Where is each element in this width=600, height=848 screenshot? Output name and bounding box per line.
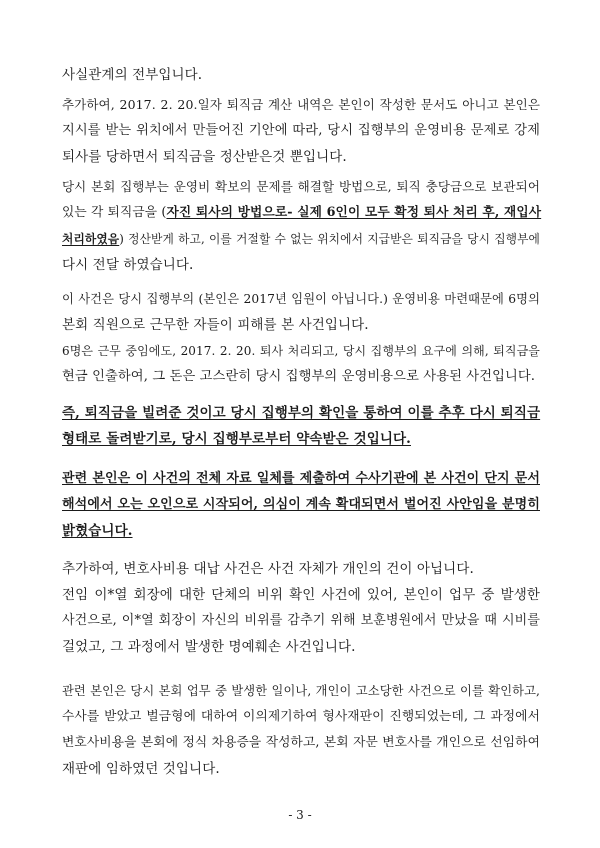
body-line-10: 본회 직원으로 근무한 자들이 피해를 본 사건입니다. (62, 317, 369, 333)
body-line-25: 재판에 임하였던 것입니다. (62, 761, 220, 777)
body-line-1: 사실관계의 전부입니다. (62, 67, 203, 83)
emphasis-line-1: 즉, 퇴직금을 빌려준 것이고 당시 집행부의 확인을 통하여 이를 추후 다시 퇴직금 (62, 405, 541, 421)
body-line-9: 이 사건은 당시 집행부의 (본인은 2017년 임원이 아닙니다.) 운영비용 마련때문에 6명의 (62, 292, 540, 306)
body-line-6-plain: 있는 각 퇴직금을 ( (62, 205, 167, 220)
emphasis-resignation-method: 자진 퇴사의 방법으로- 실제 6인이 모두 확정 퇴사 처리 후, 재입사 (166, 205, 542, 220)
body-line-20: 사건으로, 이*열 회장이 자신의 비위를 감추기 위해 보훈병원에서 만났을 때 시비를 (62, 613, 540, 628)
emphasis-line-2: 형태로 돌려받기로, 당시 집행부로부터 약속받은 것입니다. (62, 431, 411, 447)
body-line-23: 수사를 받았고 벌금형에 대하여 이의제기하여 형사재판이 진행되었는데, 그 과정에서 (62, 709, 540, 724)
body-line-22: 관련 본인은 당시 본회 업무 중 발생한 일이나, 개인이 고소당한 사건으로 이를 확인하고, (62, 684, 540, 698)
body-line-3: 지시를 받는 위치에서 만들어진 기안에 따라, 당시 집행부의 운영비용 문제로 강제 (62, 123, 540, 138)
body-line-4: 퇴사를 당하면서 퇴직금을 정산받은것 뿐입니다. (62, 149, 347, 165)
body-line-21: 걸었고, 그 과정에서 발생한 명예훼손 사건입니다. (62, 639, 356, 655)
body-line-5: 당시 본회 집행부는 운영비 확보의 문제를 해결할 방법으로, 퇴직 충당금으로 보관되어 (62, 179, 540, 194)
page-number: - 3 - (288, 808, 312, 822)
emphasis-processed: 처리하였음 (62, 232, 120, 246)
body-line-24: 변호사비용을 본회에 정식 차용증을 작성하고, 본회 자문 변호사를 개인으로 선임하여 (62, 735, 540, 750)
body-line-2: 추가하여, 2017. 2. 20.일자 퇴직금 계산 내역은 본인이 작성한 문서도 아니고 본인은 (62, 97, 540, 112)
body-line-6 (62, 204, 540, 222)
emphasis-line-5: 밝혔습니다. (62, 523, 133, 539)
emphasis-line-4: 해석에서 오는 오인으로 시작되어, 의심이 계속 확대되면서 벌어진 사안임을 분명히 (62, 497, 540, 512)
body-line-18: 추가하여, 변호사비용 대납 사건은 사건 자체가 개인의 건이 아닙니다. (62, 561, 474, 577)
body-line-11: 6명은 근무 중임에도, 2017. 2. 20. 퇴사 처리되고, 당시 집행부의 요구에 의해, 퇴직금을 (62, 344, 540, 358)
body-line-7-plain: ) 정산받게 하고, 이를 거절할 수 없는 위치에서 지급받은 퇴직금을 당시 집행부에 (119, 232, 540, 246)
body-line-7 (62, 230, 540, 248)
body-line-12: 현금 인출하여, 그 돈은 고스란히 당시 집행부의 운영비용으로 사용된 사건입니다. (62, 369, 536, 384)
body-line-8: 다시 전달 하였습니다. (62, 257, 194, 273)
body-line-19: 전임 이*열 회장에 대한 단체의 비위 확인 사건에 있어, 본인이 업무 중 발생한 (62, 587, 540, 603)
emphasis-line-3: 관련 본인은 이 사건의 전체 자료 일체를 제출하여 수사기관에 본 사건이 단지 문서 (62, 471, 540, 486)
